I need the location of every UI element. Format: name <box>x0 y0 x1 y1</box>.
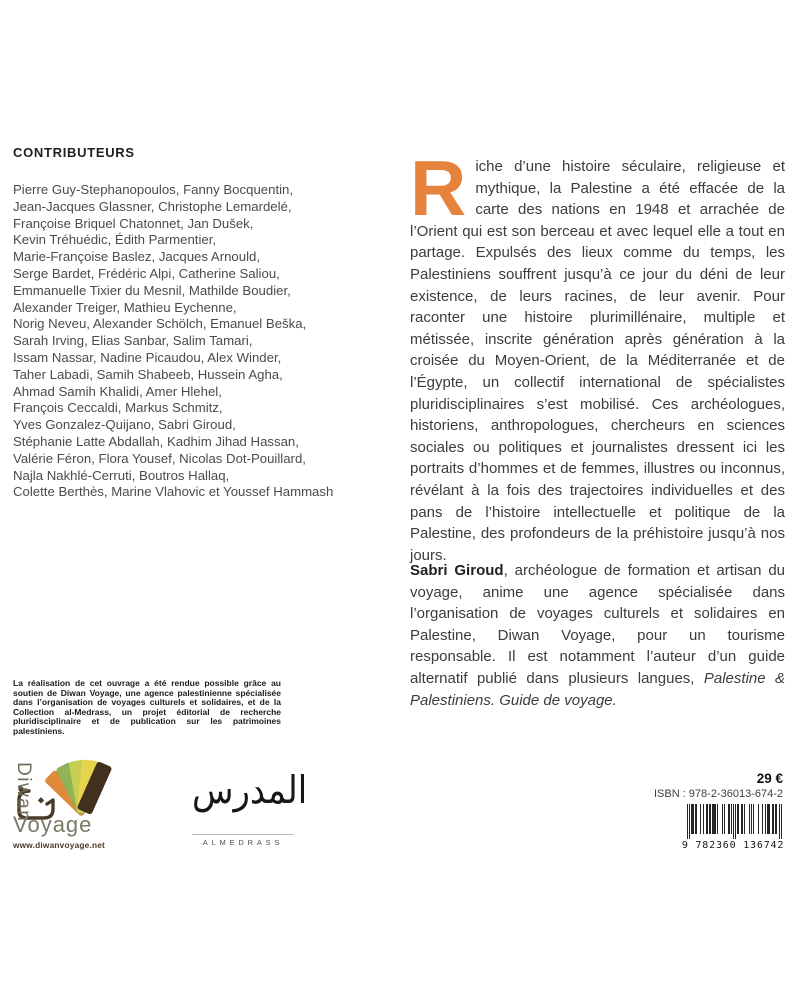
blurb-text: iche d’une histoire séculaire, religieuse et mythique, la Palestine a été effacée de la carte des nations en 1948 et arrachée de l’Orient qui est son berceau et avec lequel elle a tout en partage. Expulsés des lieux comme du temps, les Palestiniens souffrent jusqu’à ce jour du déni de leur existence, de leurs racines, de leur avenir. Pour raconter une histoire plurimillénaire, multiple et métissée, inscrite génération après génération à la croisée du Moyen-Orient, de la Méditerranée et de l’Égypte, un collectif international de spécialistes pluridisciplinaires s’est mobilisé. Ces archéologues, historiens, anthropologues, chercheurs en sciences sociales ou politiques et journalistes dressent ici les portraits d’hommes et de femmes, illustres ou inconnus, révélant à la fois des trajectoires individuelles et des pans de l’histoire intellectuelle et politique de la Palestine, des profondeurs de la préhistoire jusqu’à nos jours. <box>410 158 785 564</box>
barcode-bar <box>775 804 777 834</box>
barcode-bar <box>728 804 730 834</box>
barcode-bar <box>691 804 694 834</box>
contributor-line: Valérie Féron, Flora Yousef, Nicolas Dot-Pouillard, <box>13 450 306 466</box>
barcode-bar <box>749 804 750 834</box>
contributor-line: Issam Nassar, Nadine Picaudou, Alex Winder, <box>13 349 282 365</box>
almedrass-logo <box>192 752 308 847</box>
barcode-bar <box>706 804 708 834</box>
funding-note: La réalisation de cet ouvrage a été rendue possible grâce au soutien de Diwan Voyage, une agence palestinienne spécialisée dans l’organisation de voyages culturels et solidaires, et de la Collection al-Medrass, un projet éditorial de recherche pluridisciplinaire et de publication sur les patrimoines palestiniens. <box>13 678 281 736</box>
almedrass-wordmark: ALMEDRASS <box>192 834 294 847</box>
voyage-wordmark: Voyage <box>13 812 93 837</box>
barcode-bar <box>753 804 754 834</box>
contributor-line: Norig Neveu, Alexander Schölch, Emanuel Beška, <box>13 316 307 332</box>
author-bio <box>410 560 785 711</box>
barcode-bar <box>772 804 774 834</box>
barcode-bar <box>731 804 732 834</box>
barcode-bar <box>762 804 763 834</box>
contributor-line: François Ceccaldi, Markus Schmitz, <box>13 400 223 416</box>
contributor-line: Jean-Jacques Glassner, Christophe Lemardelé, <box>13 198 292 214</box>
book-title: Palestine & Palestiniens. Guide de voyage. <box>410 669 785 709</box>
barcode-bar <box>695 804 697 834</box>
barcode-bar <box>722 804 723 834</box>
barcode-bar <box>724 804 725 834</box>
contributor-line: Sarah Irving, Elias Sanbar, Salim Tamari, <box>13 333 253 349</box>
barcode-bar <box>700 804 701 834</box>
barcode-bar <box>717 804 718 834</box>
contributor-line: Françoise Briquel Chatonnet, Jan Dušek, <box>13 215 254 231</box>
contributor-line: Colette Berthès, Marine Vlahovic et Youssef Hammash <box>13 484 334 500</box>
contributor-line: Emmanuelle Tixier du Mesnil, Mathilde Boudier, <box>13 282 291 298</box>
barcode-bar <box>712 804 716 834</box>
barcode-bar <box>689 804 690 839</box>
barcode-digits: 9 782360 136742 <box>681 840 785 851</box>
barcode-bar <box>709 804 711 834</box>
contributors-heading: CONTRIBUTEURS <box>13 145 135 160</box>
barcode-bar <box>737 804 739 834</box>
contributor-line: Kevin Tréhuédic, Édith Parmentier, <box>13 232 217 248</box>
isbn: ISBN : 978-2-36013-674-2 <box>653 788 783 800</box>
diwan-voyage-logo <box>13 756 128 854</box>
contributor-line: Taher Labadi, Samih Shabeeb, Hussein Agha, <box>13 366 283 382</box>
contributor-line: Najla Nakhlé-Cerruti, Boutros Hallaq, <box>13 467 230 483</box>
barcode-bar <box>703 804 704 834</box>
contributor-line: Marie-Françoise Baslez, Jacques Arnould, <box>13 249 261 265</box>
barcode-bar <box>751 804 752 834</box>
ean-barcode-icon <box>687 804 782 840</box>
back-cover-blurb <box>410 144 785 566</box>
contributor-line: Alexander Treiger, Mathieu Eychenne, <box>13 299 237 315</box>
contributor-line: Ahmad Samih Khalidi, Amer Hlehel, <box>13 383 222 399</box>
barcode-bar <box>741 804 743 834</box>
barcode-bar <box>758 804 759 834</box>
contributor-line: Serge Bardet, Frédéric Alpi, Catherine Saliou, <box>13 265 280 281</box>
barcode-bar <box>687 804 688 839</box>
contributor-line: Yves Gonzalez-Quijano, Sabri Giroud, <box>13 417 236 433</box>
barcode-bar <box>744 804 745 834</box>
author-name: Sabri Giroud <box>410 562 504 579</box>
diwan-vertical-wordmark: Diwan <box>13 762 34 823</box>
price: 29 € <box>756 771 783 786</box>
contributor-line: Stéphanie Latte Abdallah, Kadhim Jihad Hassan, <box>13 433 299 449</box>
barcode-bar <box>735 804 736 839</box>
barcode-bar <box>779 804 780 839</box>
bio-text: , archéologue de formation et artisan du voyage, anime une agence spécialisée dans l’organisation de voyages culturels et solidaires en Palestine, Diwan Voyage, pour un tourisme responsable. Il est notamment l’auteur d’un guide alternatif publié dans plusieurs langues, <box>410 562 786 687</box>
barcode-bar <box>765 804 766 834</box>
barcode-bar <box>767 804 770 834</box>
barcode-bar <box>781 804 782 839</box>
contributors-list <box>13 182 393 501</box>
almedrass-arabic-calligraphy-icon: المدرس <box>192 768 308 814</box>
barcode-bar <box>733 804 734 839</box>
diwan-website-url: www.diwanvoyage.net <box>13 840 106 850</box>
contributor-line: Pierre Guy-Stephanopoulos, Fanny Bocquentin, <box>13 182 294 197</box>
dropcap-letter: R <box>410 144 467 232</box>
